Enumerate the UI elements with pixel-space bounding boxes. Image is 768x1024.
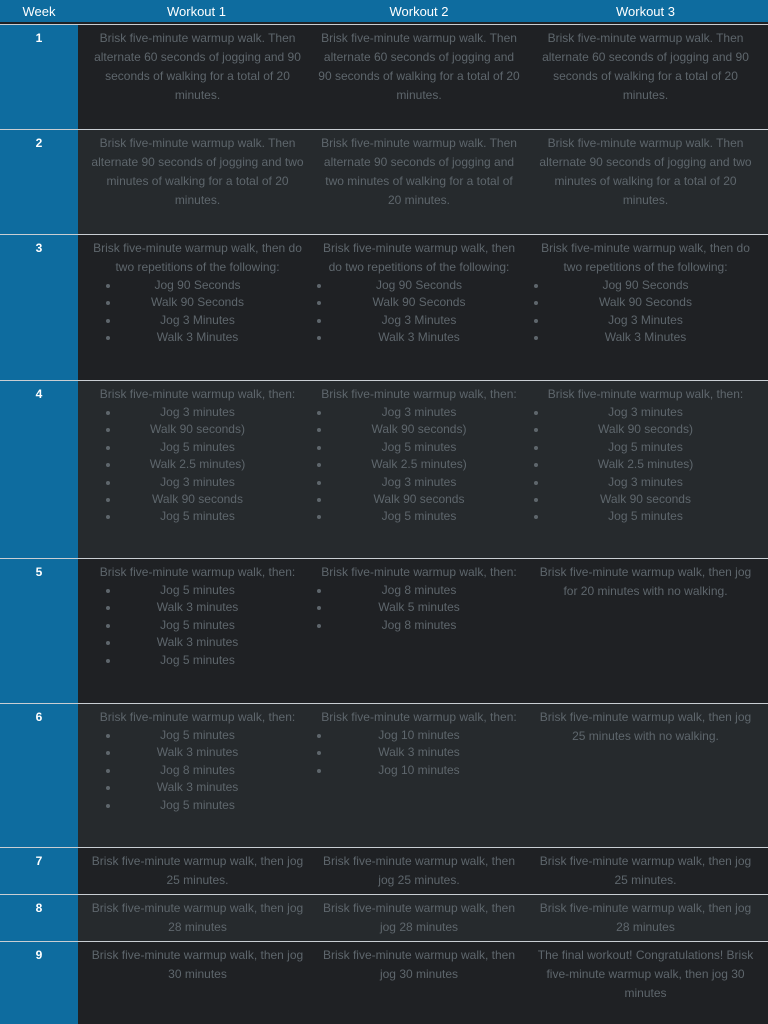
workout-description: Brisk five-minute warmup walk, then jog 25 minutes. [91,854,304,887]
workout-step: Jog 5 minutes [84,582,311,599]
workout-description: Brisk five-minute warmup walk, then do two repetitions of the following: [93,241,302,274]
workout-description: Brisk five-minute warmup walk, then: [99,387,296,401]
workout-3-cell [523,235,768,380]
workout-description: Brisk five-minute warmup walk, then: [99,565,296,579]
workout-2-cell [315,704,523,847]
workout-2-cell [315,381,523,558]
workout-steps-list [317,582,521,634]
workout-step: Walk 3 minutes [84,779,311,796]
workout-step: Walk 5 minutes [317,599,521,616]
workout-description: Brisk five-minute warmup walk. Then alternate 90 seconds of jogging and two minutes of walking for a total of 20 minutes. [539,136,752,207]
week-number: 7 [0,848,78,894]
workout-description: Brisk five-minute warmup walk, then: [321,387,517,401]
workout-1-cell [78,130,315,234]
workout-step: Jog 5 minutes [84,727,311,744]
workout-step: Jog 5 minutes [84,439,311,456]
workout-step: Jog 90 Seconds [535,277,756,294]
workout-step: Jog 10 minutes [317,762,521,779]
workout-step: Jog 5 minutes [317,439,521,456]
week-number: 8 [0,895,78,941]
workout-description: Brisk five-minute warmup walk. Then alternate 90 seconds of jogging and two minutes of walking for a total of 20 minutes. [91,136,304,207]
workout-step: Walk 90 Seconds [535,294,756,311]
workout-step: Walk 3 Minutes [317,329,521,346]
workout-steps-list [84,582,311,669]
workout-description: Brisk five-minute warmup walk, then jog 30 minutes [91,948,304,981]
workout-description: Brisk five-minute warmup walk. Then alternate 60 seconds of jogging and 90 seconds of walking for a total of 20 minutes. [542,31,749,102]
workout-step: Jog 3 Minutes [535,312,756,329]
workout-1-cell [78,704,315,847]
workout-1-cell [78,848,315,894]
workout-steps-list [535,404,756,526]
table-row [0,24,768,129]
table-row [0,941,768,1024]
workout-description: Brisk five-minute warmup walk, then jog 28 minutes [91,901,304,934]
workout-step: Jog 8 minutes [84,762,311,779]
workout-step: Walk 2.5 minutes) [535,456,756,473]
table-row [0,380,768,558]
workout-step: Jog 5 minutes [84,508,311,525]
week-number: 5 [0,559,78,703]
week-number: 6 [0,704,78,847]
workout-step: Jog 3 Minutes [317,312,521,329]
week-number: 2 [0,130,78,234]
workout-description: Brisk five-minute warmup walk. Then alternate 60 seconds of jogging and 90 seconds of walking for a total of 20 minutes. [94,31,301,102]
workout-description: Brisk five-minute warmup walk, then jog 25 minutes. [322,854,516,887]
workout-step: Walk 3 minutes [317,744,521,761]
workout-step: Walk 90 seconds) [317,421,521,438]
workout-1-cell [78,942,315,1024]
workout-step: Jog 8 minutes [317,582,521,599]
week-number: 3 [0,235,78,380]
workout-step: Walk 90 Seconds [317,294,521,311]
workout-1-cell [78,25,315,129]
workout-steps-list [317,277,521,347]
week-number: 4 [0,381,78,558]
workout-description: Brisk five-minute warmup walk, then: [99,710,296,724]
workout-step: Jog 5 minutes [84,797,311,814]
workout-step: Walk 3 minutes [84,634,311,651]
workout-step: Jog 5 minutes [535,439,756,456]
workout-step: Jog 3 Minutes [84,312,311,329]
workout-step: Walk 90 seconds [535,491,756,508]
table-header [0,0,768,22]
header-week: Week [22,3,56,19]
workout-step: Jog 5 minutes [84,617,311,634]
workout-1-cell [78,559,315,703]
workout-description: Brisk five-minute warmup walk, then: [321,565,517,579]
workout-3-cell [523,942,768,1024]
workout-description: Brisk five-minute warmup walk, then jog for 20 minutes with no walking. [539,565,752,598]
workout-step: Walk 2.5 minutes) [84,456,311,473]
workout-steps-list [535,277,756,347]
workout-description: Brisk five-minute warmup walk, then do two repetitions of the following: [541,241,750,274]
workout-step: Jog 3 minutes [317,404,521,421]
week-number: 9 [0,942,78,1024]
table-row [0,703,768,847]
workout-description: Brisk five-minute warmup walk, then jog 30 minutes [322,948,516,981]
table-row [0,894,768,941]
workout-step: Walk 3 Minutes [84,329,311,346]
workout-step: Jog 90 Seconds [317,277,521,294]
workout-description: Brisk five-minute warmup walk, then jog 28 minutes [539,901,752,934]
workout-2-cell [315,559,523,703]
header-workout-1: Workout 1 [166,3,226,19]
workout-description: Brisk five-minute warmup walk, then do two repetitions of the following: [322,241,516,274]
workout-step: Walk 3 Minutes [535,329,756,346]
workout-steps-list [317,404,521,526]
workout-step: Jog 3 minutes [535,474,756,491]
workout-3-cell [523,559,768,703]
workout-3-cell [523,848,768,894]
workout-3-cell [523,895,768,941]
table-row [0,558,768,703]
workout-1-cell [78,235,315,380]
workout-description: Brisk five-minute warmup walk, then: [547,387,744,401]
workout-steps-list [317,727,521,779]
workout-step: Jog 90 Seconds [84,277,311,294]
table-row [0,847,768,894]
workout-step: Jog 3 minutes [84,474,311,491]
workout-2-cell [315,848,523,894]
workout-steps-list [84,404,311,526]
workout-step: Jog 5 minutes [84,652,311,669]
workout-step: Jog 5 minutes [317,508,521,525]
workout-step: Walk 3 minutes [84,599,311,616]
workout-step: Walk 2.5 minutes) [317,456,521,473]
workout-2-cell [315,942,523,1024]
workout-description: Brisk five-minute warmup walk, then: [321,710,517,724]
workout-description: Brisk five-minute warmup walk. Then alternate 90 seconds of jogging and two minutes of walking for a total of 20 minutes. [321,136,517,207]
workout-step: Walk 3 minutes [84,744,311,761]
table-row [0,129,768,234]
workout-step: Jog 8 minutes [317,617,521,634]
workout-description: The final workout! Congratulations! Brisk five-minute warmup walk, then jog 30 minutes [537,948,754,1000]
workout-step: Walk 90 Seconds [84,294,311,311]
week-number: 1 [0,25,78,129]
workout-step: Walk 90 seconds) [535,421,756,438]
workout-step: Jog 3 minutes [84,404,311,421]
workout-step: Jog 3 minutes [535,404,756,421]
workout-step: Jog 3 minutes [317,474,521,491]
workout-steps-list [84,277,311,347]
workout-2-cell [315,235,523,380]
workout-description: Brisk five-minute warmup walk, then jog 25 minutes. [539,854,752,887]
header-workout-3: Workout 3 [615,3,675,19]
workout-2-cell [315,895,523,941]
workout-2-cell [315,130,523,234]
workout-3-cell [523,25,768,129]
header-workout-2: Workout 2 [389,3,449,19]
workout-description: Brisk five-minute warmup walk. Then alternate 60 seconds of jogging and 90 seconds of walking for a total of 20 minutes. [318,31,520,102]
workout-1-cell [78,895,315,941]
workout-description: Brisk five-minute warmup walk, then jog 25 minutes with no walking. [539,710,752,743]
workout-description: Brisk five-minute warmup walk, then jog 28 minutes [322,901,516,934]
workout-3-cell [523,381,768,558]
workout-step: Walk 90 seconds [84,491,311,508]
workout-step: Jog 5 minutes [535,508,756,525]
table-row [0,234,768,380]
workout-steps-list [84,727,311,814]
workout-3-cell [523,704,768,847]
workout-3-cell [523,130,768,234]
workout-1-cell [78,381,315,558]
workout-step: Walk 90 seconds [317,491,521,508]
workout-2-cell [315,25,523,129]
workout-step: Jog 10 minutes [317,727,521,744]
workout-step: Walk 90 seconds) [84,421,311,438]
